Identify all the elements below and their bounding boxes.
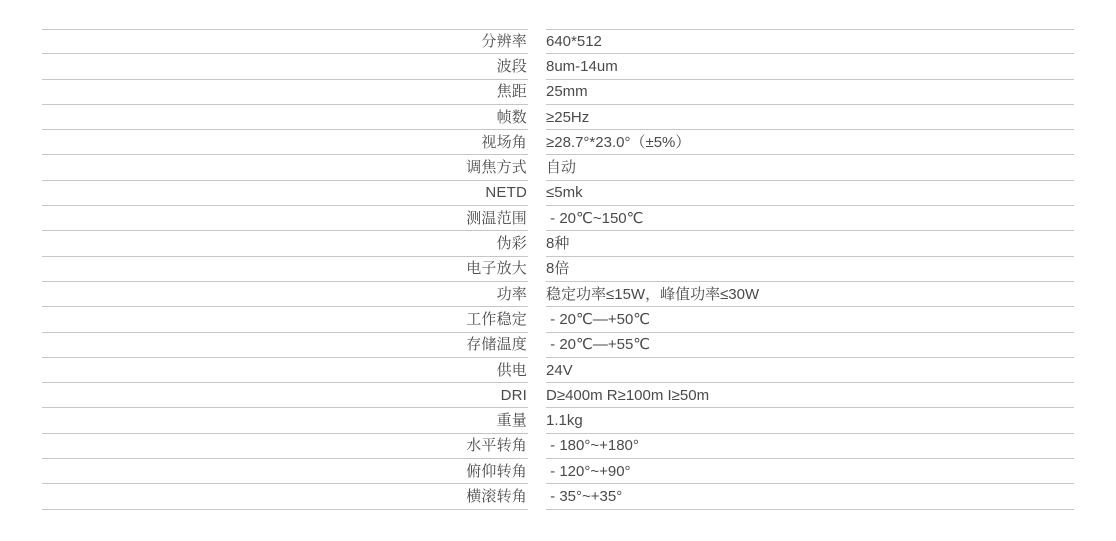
spec-value: 8倍 xyxy=(546,257,1074,282)
spec-value: 自动 xyxy=(546,155,1074,180)
spec-row xyxy=(42,155,1074,180)
spec-label: 工作稳定 xyxy=(42,307,528,332)
spec-label: NETD xyxy=(42,181,528,206)
spec-label: 俯仰转角 xyxy=(42,459,528,484)
spec-label: 伪彩 xyxy=(42,231,528,256)
spec-label: 焦距 xyxy=(42,80,528,105)
spec-row xyxy=(42,333,1074,358)
spec-row xyxy=(42,54,1074,79)
spec-row xyxy=(42,29,1074,54)
spec-label: 帧数 xyxy=(42,105,528,130)
spec-value: D≥400m R≥100m I≥50m xyxy=(546,383,1074,408)
spec-value: - 120°~+90° xyxy=(546,459,1074,484)
spec-value: - 20℃—+55℃ xyxy=(546,333,1074,358)
spec-row xyxy=(42,181,1074,206)
spec-row xyxy=(42,307,1074,332)
spec-row xyxy=(42,206,1074,231)
spec-label: 功率 xyxy=(42,282,528,307)
spec-value: - 20℃—+50℃ xyxy=(546,307,1074,332)
spec-label: 电子放大 xyxy=(42,257,528,282)
spec-value: ≥25Hz xyxy=(546,105,1074,130)
spec-label: 视场角 xyxy=(42,130,528,155)
spec-row xyxy=(42,383,1074,408)
spec-label: 测温范围 xyxy=(42,206,528,231)
spec-row xyxy=(42,358,1074,383)
spec-row xyxy=(42,434,1074,459)
spec-row xyxy=(42,231,1074,256)
spec-label: 调焦方式 xyxy=(42,155,528,180)
spec-row xyxy=(42,257,1074,282)
spec-row xyxy=(42,80,1074,105)
spec-row xyxy=(42,459,1074,484)
spec-value: 稳定功率≤15W，峰值功率≤30W xyxy=(546,282,1074,307)
spec-row xyxy=(42,282,1074,307)
spec-label: 存储温度 xyxy=(42,333,528,358)
spec-value: ≤5mk xyxy=(546,181,1074,206)
spec-label: 分辨率 xyxy=(42,29,528,54)
spec-value: - 180°~+180° xyxy=(546,434,1074,459)
spec-value: 1.1kg xyxy=(546,408,1074,433)
spec-value: 640*512 xyxy=(546,29,1074,54)
spec-label: 波段 xyxy=(42,54,528,79)
spec-value: 8种 xyxy=(546,231,1074,256)
spec-row xyxy=(42,484,1074,509)
spec-row xyxy=(42,105,1074,130)
spec-value: - 35°~+35° xyxy=(546,484,1074,509)
spec-label: DRI xyxy=(42,383,528,408)
spec-table xyxy=(42,29,1074,510)
spec-row xyxy=(42,408,1074,433)
spec-value: 25mm xyxy=(546,80,1074,105)
spec-value: 8um-14um xyxy=(546,54,1074,79)
spec-label: 水平转角 xyxy=(42,434,528,459)
spec-label: 横滚转角 xyxy=(42,484,528,509)
spec-label: 重量 xyxy=(42,408,528,433)
spec-value: 24V xyxy=(546,358,1074,383)
spec-value: ≥28.7°*23.0°（±5%） xyxy=(546,130,1074,155)
spec-label: 供电 xyxy=(42,358,528,383)
spec-value: - 20℃~150℃ xyxy=(546,206,1074,231)
spec-row xyxy=(42,130,1074,155)
